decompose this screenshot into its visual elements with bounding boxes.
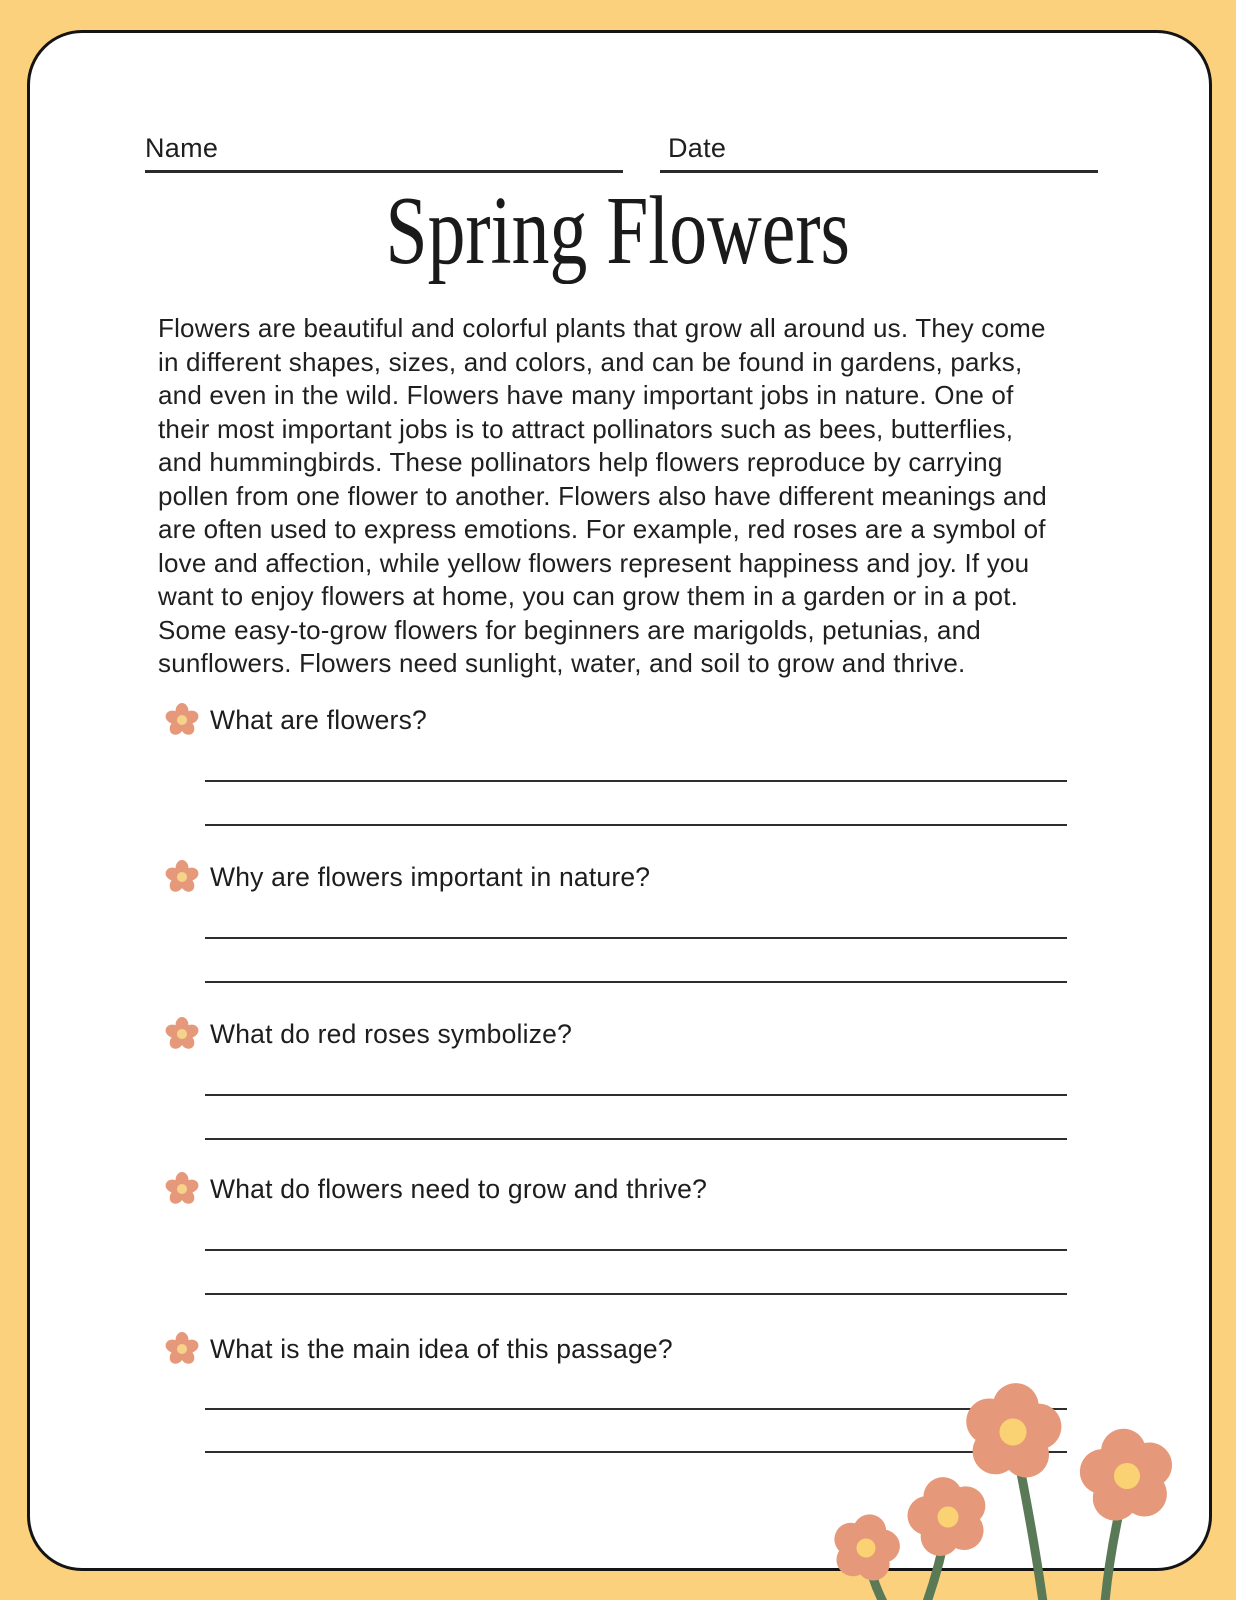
question-label: Why are flowers important in nature? — [210, 861, 651, 892]
passage-line: are often used to express emotions. For example, red roses are a symbol of — [158, 514, 1046, 544]
page-title: Spring Flowers — [385, 177, 851, 284]
question-3 — [163, 1013, 572, 1055]
passage-line: pollen from one flower to another. Flowers also have different meanings and — [158, 480, 1047, 511]
flower-icon — [163, 858, 201, 896]
title-wrap — [0, 178, 1236, 285]
answer-line-q3-1[interactable] — [205, 1094, 1067, 1096]
passage-line: want to enjoy flowers at home, you can grow them in a garden or in a pot. — [158, 581, 1019, 611]
answer-line-q1-1[interactable] — [205, 780, 1067, 782]
flower-icon — [163, 1330, 201, 1368]
passage-line: their most important jobs is to attract pollinators such as bees, butterflies, — [158, 413, 1014, 444]
flower-icon — [163, 1015, 201, 1053]
date-label: Date — [668, 133, 727, 163]
passage-line: Flowers are beautiful and colorful plants that grow all around us. They come — [158, 313, 1046, 343]
passage-line: and even in the wild. Flowers have many important jobs in nature. One of — [158, 380, 1014, 410]
answer-line-q1-2[interactable] — [205, 824, 1067, 826]
name-input-line[interactable] — [145, 170, 623, 173]
answer-line-q2-2[interactable] — [205, 981, 1067, 983]
passage-line: in different shapes, sizes, and colors, and can be found in gardens, parks, — [158, 346, 1023, 377]
question-label: What are flowers? — [210, 704, 427, 735]
question-2 — [163, 856, 650, 898]
question-1 — [163, 699, 427, 741]
passage-line: and hummingbirds. These pollinators help flowers reproduce by carrying — [158, 447, 1003, 477]
question-label: What do red roses symbolize? — [210, 1018, 573, 1049]
name-label: Name — [145, 133, 219, 163]
question-label: What is the main idea of this passage? — [210, 1333, 673, 1364]
answer-line-q4-1[interactable] — [205, 1249, 1067, 1251]
reading-passage — [158, 312, 1047, 681]
question-5 — [163, 1328, 673, 1370]
date-input-line[interactable] — [660, 170, 1098, 173]
question-label: What do flowers need to grow and thrive? — [210, 1173, 708, 1204]
flower-icon — [163, 1170, 201, 1208]
answer-line-q4-2[interactable] — [205, 1293, 1067, 1295]
passage-line: Some easy-to-grow flowers for beginners are marigolds, petunias, and — [158, 614, 981, 645]
answer-line-q5-1[interactable] — [205, 1408, 1067, 1410]
passage-line: love and affection, while yellow flowers represent happiness and joy. If you — [158, 547, 1030, 578]
answer-line-q2-1[interactable] — [205, 937, 1067, 939]
answer-line-q3-2[interactable] — [205, 1138, 1067, 1140]
flower-icon — [163, 701, 201, 739]
question-4 — [163, 1168, 707, 1210]
answer-line-q5-2[interactable] — [205, 1451, 1067, 1453]
passage-line: sunflowers. Flowers need sunlight, water, and soil to grow and thrive. — [158, 648, 966, 678]
